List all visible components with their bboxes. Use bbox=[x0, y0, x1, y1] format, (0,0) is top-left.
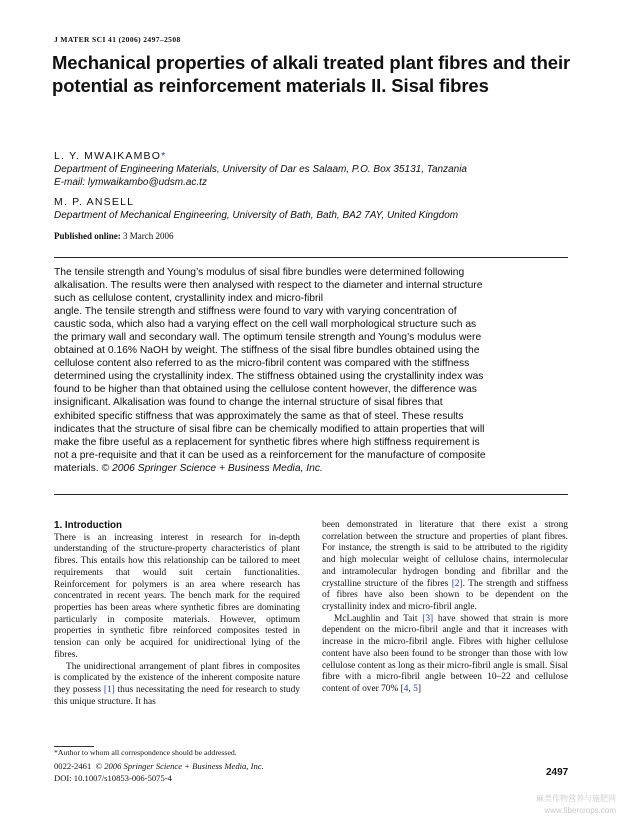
author-name-1 bbox=[54, 150, 166, 162]
author-affiliation-1: Department of Engineering Materials, University of Dar es Salaam, P.O. Box 35131, Tanzania bbox=[54, 164, 467, 175]
intro-p4-text-c: , bbox=[408, 684, 414, 695]
intro-paragraph-4 bbox=[322, 614, 568, 696]
published-date bbox=[54, 231, 174, 241]
footnote-rule bbox=[54, 746, 94, 747]
abstract bbox=[54, 266, 570, 475]
intro-p2-text-b: thus necessitating the need for research to study this unique structure. It has bbox=[54, 685, 300, 707]
citation-link-2[interactable]: [2] bbox=[451, 578, 463, 589]
author-email-1: E-mail: lymwaikambo@udsm.ac.tz bbox=[54, 177, 207, 188]
watermark bbox=[470, 793, 616, 817]
citation-link-3[interactable]: [3] bbox=[422, 613, 434, 624]
citation-link-5[interactable]: 5 bbox=[413, 684, 418, 695]
intro-paragraph-1: There is an increasing interest in research for in-depth understanding of the structure-property characteristics of plant fibres. This entails how this relationship can be tailored to meet requirements that would suit certain functionalities. Reinforcement for polymers is an area where research has concentrated in recent years. The bench mark for the required properties has been areas where synthetic fibres are dominating particularly in composite materials. However, optimum properties in synthetic fibre reinforced composites tested in tension can only be acquired for unidirectional lying of the fibres. bbox=[54, 532, 300, 660]
intro-p2-text-a: The unidirectional arrangement of plant fibres in composites is complicated by the existence of the inherent composite nature they possess bbox=[54, 661, 300, 696]
intro-p4-text-a: McLaughlin and Tait bbox=[334, 613, 423, 624]
citation-link-4[interactable]: 4 bbox=[403, 684, 409, 695]
intro-p3-text-a: been demonstrated in literature that there exist a strong correlation between the structure and properties of plant fibres. For instance, the strength is said to be attributed to the rigidity and high molecular weight of cellulose chains, intermolecular and intramolecular hydrogen bonding and fibrillar and the crystalline structure of the fibres bbox=[322, 520, 568, 589]
intro-paragraph-3 bbox=[322, 520, 568, 614]
journal-header: J MATER SCI 41 (2006) 2497–2508 bbox=[54, 35, 181, 44]
issn-copyright: © 2006 Springer Science + Business Media, Inc. bbox=[95, 761, 264, 771]
body-column-right bbox=[322, 520, 568, 696]
intro-paragraph-2 bbox=[54, 662, 300, 709]
watermark-line-1: 麻类作物营养与施肥网 bbox=[536, 794, 616, 803]
intro-p4-text-d: ] bbox=[417, 684, 421, 695]
issn: 0022-2461 bbox=[54, 761, 92, 771]
published-label: Published online: bbox=[54, 231, 121, 241]
doi: DOI: 10.1007/s10853-006-5075-4 bbox=[54, 773, 172, 783]
author-name-2: M. P. ANSELL bbox=[54, 196, 135, 208]
intro-p3-text-b: . The strength and stiffness of fibres have also been shown to be dependent on the crystallinity index and micro-fibril angle. bbox=[322, 578, 568, 613]
footnote: *Author to whom all correspondence should be addressed. bbox=[54, 748, 237, 757]
abstract-rule-bottom bbox=[54, 494, 568, 495]
abstract-copyright: © 2006 Springer Science + Business Media, Inc. bbox=[101, 462, 323, 474]
published-value: 3 March 2006 bbox=[123, 231, 174, 241]
author-affiliation-2: Department of Mechanical Engineering, University of Bath, Bath, BA2 7AY, United Kingdom bbox=[54, 210, 459, 221]
author-name-1-text: L. Y. MWAIKAMBO bbox=[54, 150, 162, 162]
intro-p4-text-b: have showed that strain is more dependent on the micro-fibril angle and that it increases with increase in the micro-fibril angle. Fibres with higher cellulose content have also been found to be stronger than those with low cellulose content as long as their micro-fibril angle is small. Sisal fibre with a micro-fibril angle between 10–22 and cellulose content of over 70% [ bbox=[322, 613, 569, 695]
page-number: 2497 bbox=[546, 767, 569, 778]
watermark-line-2: www.fibercrops.com bbox=[544, 806, 616, 815]
paper-title: Mechanical properties of alkali treated plant fibres and their potential as reinforcement materials II. Sisal fibres bbox=[52, 52, 571, 96]
abstract-text: The tensile strength and Young’s modulus of sisal fibre bundles were determined following alkalisation. The results were then analysed with respect to the diameter and internal structure such as cellulose content, crystallinity index and micro-fibril angle. The tensile strength and stiffness were found to vary with varying concentration of caustic soda, which also had a varying effect on the cell wall morphological structure such as the primary wall and secondary wall. The optimum tensile strength and Young’s modulus were obtained at 0.16% NaOH by weight. The stiffness of the sisal fibre bundles obtained using the cellulose content also referred to as the micro-fibril content was compared with the stiffness determined using the crystallinity index. The stiffness obtained using the crystallinity index was found to be higher than that obtained using the cellulose content however, the difference was insignificant. Alkalisation was found to change the internal structure of sisal fibres that exhibited specific stiffness that was approximately the same as that of steel. These results indicates that the structure of sisal fibre can be chemically modified to attain properties that will make the fibre useful as a replacement for synthetic fibres where high stiffness requirement is not a pre-requisite and that it can be used as a reinforcement for the manufacture of composite materials. bbox=[54, 267, 486, 474]
body-column-left bbox=[54, 520, 300, 709]
section-heading-introduction: 1. Introduction bbox=[54, 520, 123, 531]
issn-line bbox=[54, 761, 264, 771]
corresponding-author-marker[interactable]: * bbox=[161, 150, 167, 162]
citation-link-1[interactable]: [1] bbox=[103, 685, 115, 696]
abstract-rule-top bbox=[54, 257, 568, 258]
